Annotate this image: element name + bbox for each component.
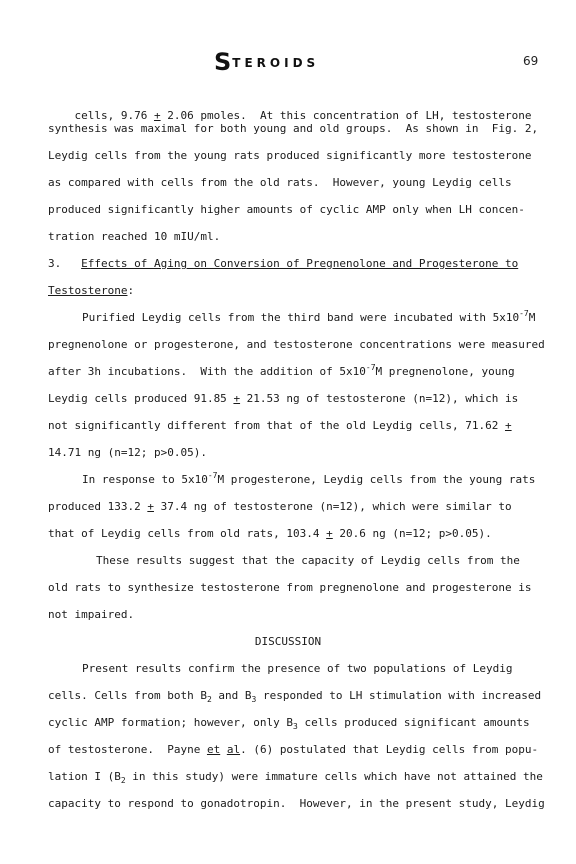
body-line-25 xyxy=(48,770,543,784)
line-text: Purified Leydig cells from the third band were incubated with $5x10^{-7}M$ xyxy=(82,309,536,324)
line-text: cells, 9.76 + 2.06 pmoles. At this concentration of LH, testosterone xyxy=(74,109,532,122)
body-line-22 xyxy=(48,689,541,703)
line-text: after 3h incubations. With the addition of $5x10^{-7}M$ pregnenolone, young xyxy=(48,363,515,378)
body-line-24 xyxy=(48,743,538,757)
body-line-18: These results suggest that the capacity of Leydig cells from the xyxy=(96,554,520,567)
line-text: not significantly different from that of the old Leydig cells, 71.62 + xyxy=(48,419,512,432)
line-text: of testosterone. Payne et al. (6) postulated that Leydig cells from popu- xyxy=(48,743,539,756)
body-line-12 xyxy=(48,392,518,406)
section-title-colon: : xyxy=(127,284,135,297)
body-line-4: as compared with cells from the old rats. However, young Leydig cells xyxy=(48,176,512,189)
section-number: 3. xyxy=(48,257,62,270)
body-line-5: produced significantly higher amounts of cyclic AMP only when LH concen- xyxy=(48,203,525,216)
body-line-9 xyxy=(82,311,535,325)
line-text: Leydig cells produced 91.85 + 21.53 ng of testosterone (n=12), which is xyxy=(48,392,519,405)
line-text: produced 133.2 + 37.4 ng of testosterone (n=12), which were similar to xyxy=(48,500,512,513)
body-line-6: tration reached 10 mIU/ml. xyxy=(48,230,221,243)
running-header xyxy=(0,46,576,76)
body-line-14: 14.71 ng (n=12; p>0.05). xyxy=(48,446,207,459)
journal-name-rest: TEROIDS xyxy=(232,56,320,70)
line-text: that of Leydig cells from old rats, 103.4 + 20.6 ng (n=12; p>0.05). xyxy=(48,527,492,540)
body-line-10: pregnenolone or progesterone, and testosterone concentrations were measured xyxy=(48,338,545,351)
body-line-16 xyxy=(48,500,512,514)
line-text: In response to $5x10^{-7}M$ progesterone, Leydig cells from the young rats xyxy=(82,471,536,486)
body-line-26: capacity to respond to gonadotropin. However, in the present study, Leydig xyxy=(48,797,545,810)
section-heading-3 xyxy=(48,257,518,271)
body-line-11 xyxy=(48,365,515,379)
section-title-cont: Testosterone xyxy=(48,284,128,297)
body-line-21: Present results confirm the presence of two populations of Leydig xyxy=(82,662,513,675)
journal-name-initial: S xyxy=(214,48,233,76)
section-title: Effects of Aging on Conversion of Pregnenolone and Progesterone to xyxy=(81,257,519,270)
body-line-20: not impaired. xyxy=(48,608,135,621)
body-line-19: old rats to synthesize testosterone from pregnenolone and progesterone is xyxy=(48,581,532,594)
body-line-13 xyxy=(48,419,512,433)
page-number: 69 xyxy=(523,54,539,68)
body-line-3: Leydig cells from the young rats produced significantly more testosterone xyxy=(48,149,532,162)
body-line-17 xyxy=(48,527,492,541)
discussion-heading: DISCUSSION xyxy=(254,635,322,648)
body-line-2: synthesis was maximal for both young and old groups. As shown in Fig. 2, xyxy=(48,122,539,135)
section-heading-3-cont xyxy=(48,284,134,298)
line-text: cells. Cells from both $B_2$ and $B_3$ responded to LH stimulation with increased xyxy=(48,689,542,704)
body-line-23 xyxy=(48,716,530,730)
journal-name xyxy=(214,48,319,76)
line-text: lation I ($B_2$ in this study) were immature cells which have not attained the xyxy=(48,770,543,785)
line-text: cyclic AMP formation; however, only $B_3$ cells produced significant amounts xyxy=(48,716,530,731)
body-line-15 xyxy=(82,473,535,487)
